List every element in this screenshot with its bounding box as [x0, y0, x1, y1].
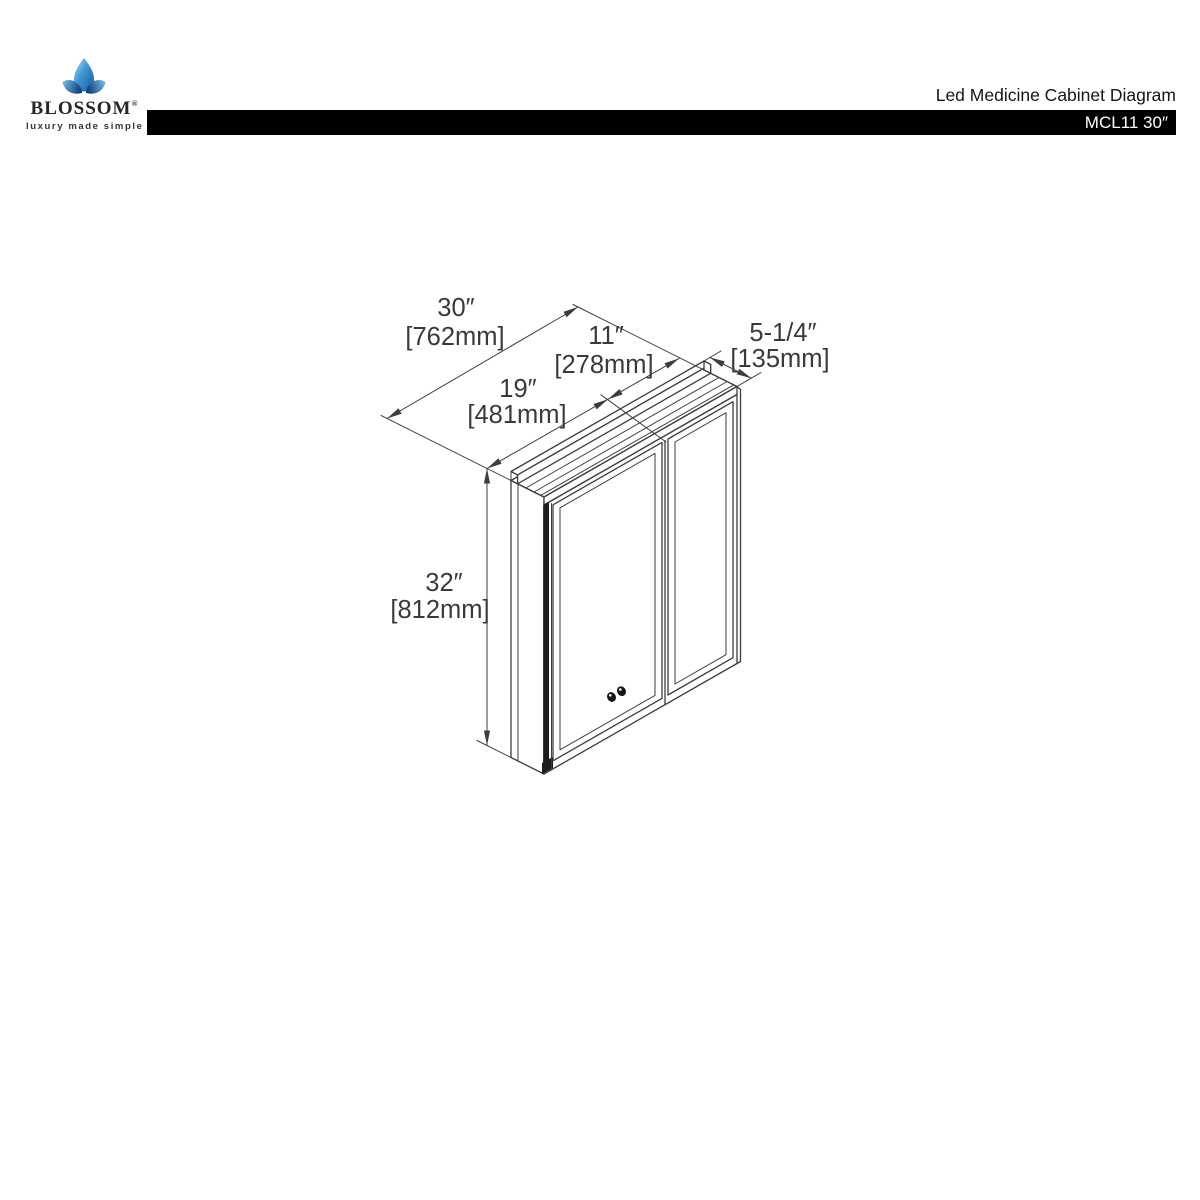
- door-led-strip: [543, 502, 549, 772]
- dim-depth-inches: 5-1/4″: [749, 319, 817, 347]
- cabinet-right-door: [668, 402, 733, 695]
- dim-left-door-mm: [481mm]: [467, 401, 567, 429]
- dim-overall-width-mm: [762mm]: [405, 323, 505, 351]
- model-number: MCL11 30″: [1084, 113, 1168, 132]
- dim-overall-width-inches: 30″: [437, 294, 475, 322]
- brand-tagline: luxury made simple: [26, 121, 144, 132]
- dim-right-door-mm: [278mm]: [554, 351, 654, 379]
- cabinet-left-panel: [511, 481, 544, 775]
- dim-left-door-inches: 19″: [499, 375, 537, 403]
- dim-right-door-inches: 11″: [588, 322, 624, 350]
- brand-name: BLOSSOM®: [30, 98, 138, 119]
- dim-height-inches: 32″: [425, 569, 463, 597]
- dim-height-mm: [812mm]: [390, 596, 490, 624]
- registered-mark-icon: ®: [131, 99, 138, 108]
- document-title: Led Medicine Cabinet Diagram: [935, 85, 1176, 105]
- dim-depth-mm: [135mm]: [730, 345, 830, 373]
